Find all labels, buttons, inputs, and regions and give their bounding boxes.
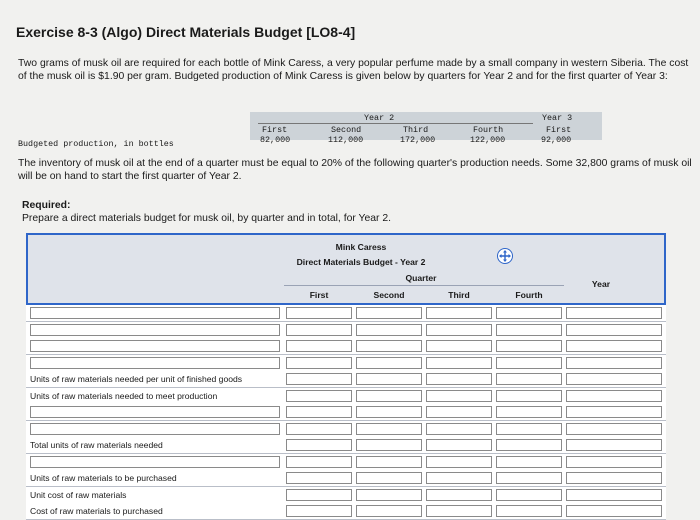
- year-total-input[interactable]: [566, 307, 662, 319]
- year3-value: 92,000: [541, 135, 572, 145]
- year-total-input[interactable]: [566, 390, 662, 402]
- quarter-value-input[interactable]: [286, 406, 352, 418]
- table-row: [26, 454, 666, 471]
- quarter-label: First: [262, 125, 288, 135]
- quarter-value-input[interactable]: [426, 373, 492, 385]
- quarter-value-input[interactable]: [496, 489, 562, 501]
- quarter-value-input[interactable]: [426, 340, 492, 352]
- year-total-input[interactable]: [566, 406, 662, 418]
- row-label-input[interactable]: [30, 324, 280, 336]
- quarter-value-input[interactable]: [356, 357, 422, 369]
- row-label-input[interactable]: [30, 456, 280, 468]
- quarter-underline: [284, 285, 564, 286]
- quarter-value-input[interactable]: [286, 505, 352, 517]
- quarter-value-input[interactable]: [286, 423, 352, 435]
- row-label-input[interactable]: [30, 406, 280, 418]
- row-label-input[interactable]: [30, 423, 280, 435]
- quarter-value-input[interactable]: [286, 456, 352, 468]
- table-row: [26, 487, 666, 504]
- row-label-input[interactable]: [30, 357, 280, 369]
- quarter-value: 122,000: [470, 135, 506, 145]
- quarter-value-input[interactable]: [356, 423, 422, 435]
- quarter-value-input[interactable]: [286, 373, 352, 385]
- quarter-label: Third: [403, 125, 429, 135]
- quarter-value-input[interactable]: [426, 456, 492, 468]
- row-label-input[interactable]: [30, 340, 280, 352]
- quarter-value-input[interactable]: [496, 439, 562, 451]
- row-label: Cost of raw materials to purchased: [30, 506, 163, 516]
- table-border-top: [26, 233, 666, 235]
- quarter-value-input[interactable]: [426, 489, 492, 501]
- row-label: Unit cost of raw materials: [30, 489, 127, 500]
- year-total-input[interactable]: [566, 340, 662, 352]
- year-total-input[interactable]: [566, 324, 662, 336]
- quarter-value-input[interactable]: [356, 307, 422, 319]
- quarter-value-input[interactable]: [286, 489, 352, 501]
- quarter-value-input[interactable]: [286, 390, 352, 402]
- year3-quarter-label: First: [546, 125, 572, 135]
- company-name: Mink Caress: [335, 242, 387, 252]
- quarter-value-input[interactable]: [426, 324, 492, 336]
- quarter-value-input[interactable]: [286, 439, 352, 451]
- row-label: Total units of raw materials needed: [30, 440, 163, 450]
- quarter-value-input[interactable]: [426, 307, 492, 319]
- quarter-value-input[interactable]: [286, 307, 352, 319]
- quarter-header: Quarter: [405, 273, 437, 283]
- quarter-value-input[interactable]: [356, 406, 422, 418]
- quarter-value-input[interactable]: [426, 439, 492, 451]
- quarter-label: Fourth: [473, 125, 504, 135]
- table-row: [26, 305, 666, 322]
- table-row: [26, 371, 666, 388]
- table-row: [26, 322, 666, 339]
- quarter-value-input[interactable]: [496, 390, 562, 402]
- year-total-input[interactable]: [566, 423, 662, 435]
- quarter-value-input[interactable]: [496, 505, 562, 517]
- year-total-input[interactable]: [566, 439, 662, 451]
- column-header-first: First: [309, 290, 329, 300]
- quarter-value-input[interactable]: [426, 423, 492, 435]
- quarter-value-input[interactable]: [496, 307, 562, 319]
- quarter-value-input[interactable]: [356, 390, 422, 402]
- column-header-year: Year: [591, 279, 611, 289]
- quarter-value-input[interactable]: [496, 456, 562, 468]
- intro-text: Two grams of musk oil are required for each bottle of Mink Caress, a very popular perfume made by a small company in western Siberia. The cost of the musk oil is $1.90 per gram. Budgeted production of Mink Caress is given below by quarters for Year 2 and for the first quarter of Year 3:: [18, 58, 689, 82]
- quarter-value-input[interactable]: [496, 357, 562, 369]
- table-row: [26, 437, 666, 454]
- quarter-value-input[interactable]: [496, 373, 562, 385]
- quarter-value-input[interactable]: [496, 423, 562, 435]
- table-row: [26, 503, 666, 520]
- quarter-value-input[interactable]: [426, 357, 492, 369]
- year2-label: Year 2: [364, 113, 395, 123]
- quarter-value-input[interactable]: [356, 456, 422, 468]
- quarter-value-input[interactable]: [496, 472, 562, 484]
- year-total-input[interactable]: [566, 373, 662, 385]
- quarter-value: 172,000: [400, 135, 436, 145]
- direct-materials-budget-table: [26, 233, 666, 516]
- quarter-label: Second: [331, 125, 362, 135]
- year2-divider: [258, 123, 533, 124]
- quarter-value-input[interactable]: [356, 472, 422, 484]
- quarter-value-input[interactable]: [286, 340, 352, 352]
- quarter-value-input[interactable]: [356, 324, 422, 336]
- row-label-input[interactable]: [30, 307, 280, 319]
- column-header-fourth: Fourth: [515, 290, 543, 300]
- table-row: [26, 355, 666, 372]
- column-header-second: Second: [373, 290, 405, 300]
- quarter-value-input[interactable]: [356, 340, 422, 352]
- quarter-value-input[interactable]: [286, 324, 352, 336]
- required-label: Required:: [22, 200, 71, 211]
- table-row: [26, 421, 666, 438]
- production-row-label: Budgeted production, in bottles: [18, 139, 174, 149]
- year-total-input[interactable]: [566, 357, 662, 369]
- year-total-input[interactable]: [566, 505, 662, 517]
- row-label: Units of raw materials needed to meet production: [30, 390, 218, 401]
- quarter-value-input[interactable]: [356, 373, 422, 385]
- year-total-input[interactable]: [566, 472, 662, 484]
- table-row: [26, 404, 666, 421]
- quarter-value: 82,000: [260, 135, 291, 145]
- quarter-value-input[interactable]: [426, 406, 492, 418]
- move-arrows-icon[interactable]: [497, 248, 513, 264]
- quarter-value-input[interactable]: [356, 439, 422, 451]
- table-row: [26, 470, 666, 487]
- quarter-value-input[interactable]: [426, 472, 492, 484]
- quarter-value-input[interactable]: [496, 340, 562, 352]
- inventory-text: The inventory of musk oil at the end of a quarter must be equal to 20% of the following quarter's production needs. Some 32,800 grams of musk oil will be on hand to start the first quarter of Year 2.: [18, 158, 692, 182]
- quarter-value-input[interactable]: [426, 505, 492, 517]
- quarter-value-input[interactable]: [496, 406, 562, 418]
- quarter-value-input[interactable]: [356, 505, 422, 517]
- column-header-third: Third: [448, 290, 470, 300]
- table-row: [26, 338, 666, 355]
- quarter-value: 112,000: [328, 135, 364, 145]
- table-row: [26, 388, 666, 405]
- year-total-input[interactable]: [566, 456, 662, 468]
- year-total-input[interactable]: [566, 489, 662, 501]
- quarter-value-input[interactable]: [356, 489, 422, 501]
- required-text: Prepare a direct materials budget for musk oil, by quarter and in total, for Year 2.: [22, 212, 392, 224]
- row-label: Units of raw materials needed per unit of finished goods: [30, 374, 243, 384]
- production-table: [18, 112, 602, 150]
- page-title: Exercise 8-3 (Algo) Direct Materials Budget [LO8-4]: [16, 24, 356, 40]
- budget-heading: Direct Materials Budget - Year 2: [296, 257, 426, 267]
- quarter-value-input[interactable]: [496, 324, 562, 336]
- row-label: Units of raw materials to be purchased: [30, 473, 177, 483]
- quarter-value-input[interactable]: [426, 390, 492, 402]
- quarter-value-input[interactable]: [286, 357, 352, 369]
- required-block: [22, 200, 391, 225]
- year3-label: Year 3: [542, 113, 573, 123]
- quarter-value-input[interactable]: [286, 472, 352, 484]
